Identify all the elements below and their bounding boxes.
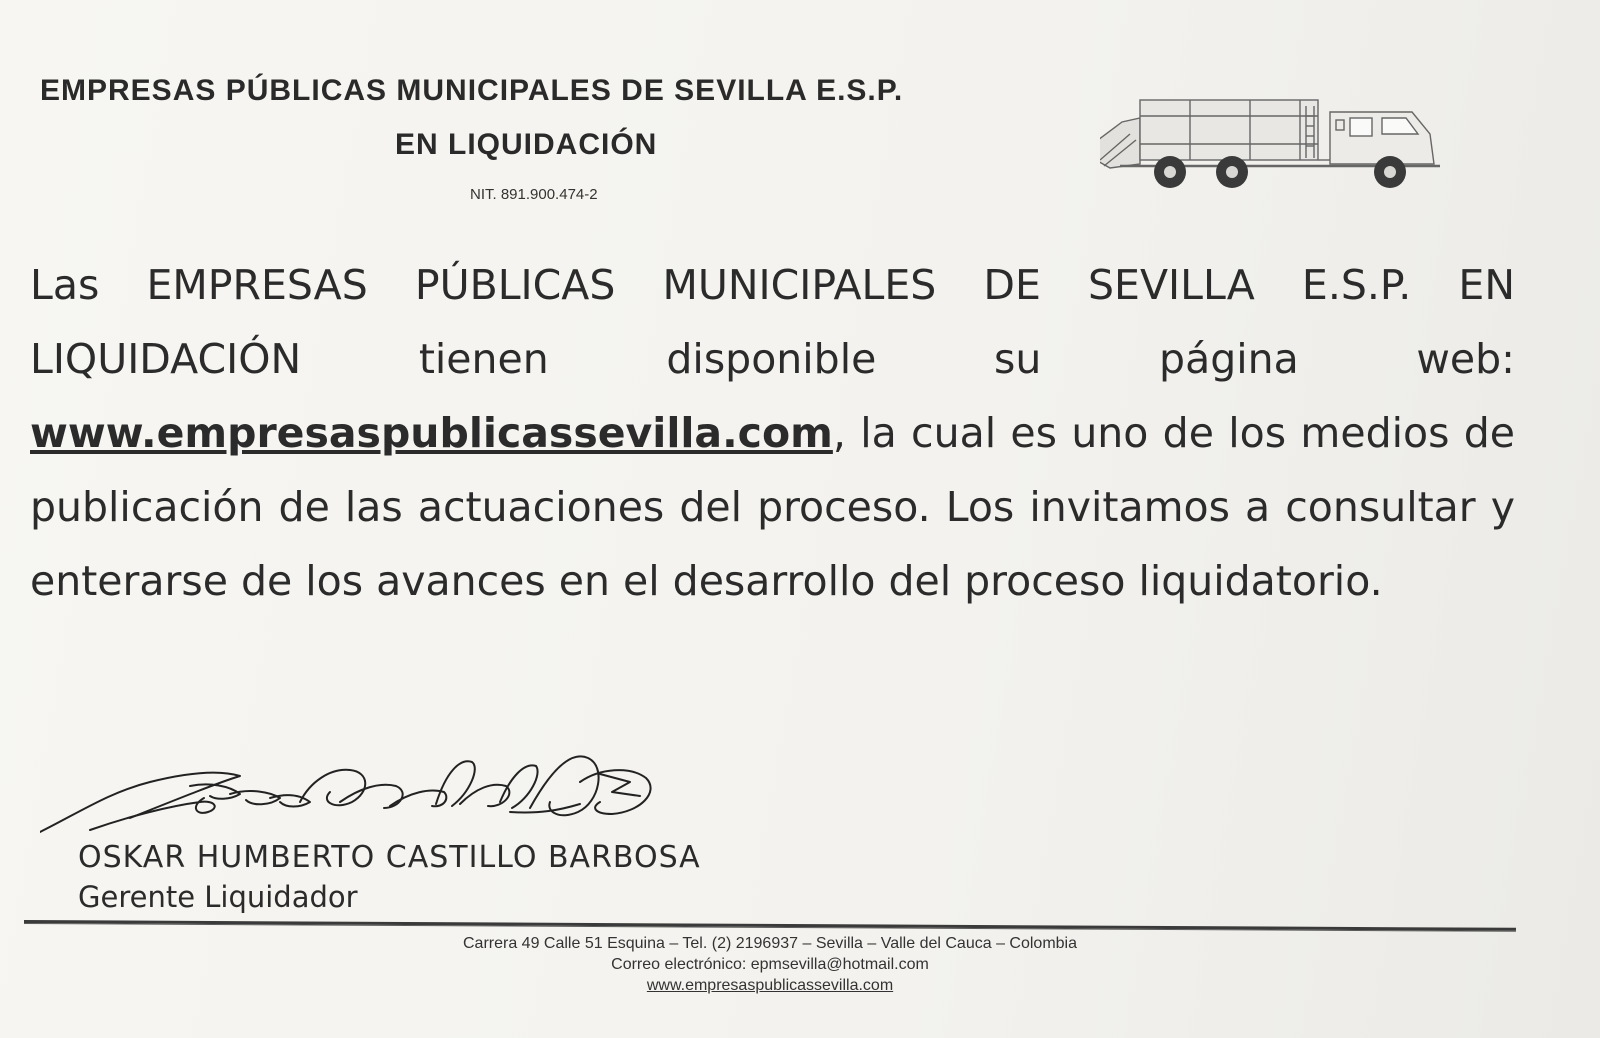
notice-paragraph	[30, 248, 1515, 618]
website-link[interactable]: www.empresaspublicassevilla.com	[30, 409, 833, 457]
footer	[0, 933, 1540, 996]
handwritten-signature	[40, 752, 680, 852]
signer-name: OSKAR HUMBERTO CASTILLO BARBOSA	[78, 840, 701, 875]
organization-name: EMPRESAS PÚBLICAS MUNICIPALES DE SEVILLA E.S.P.	[40, 74, 904, 107]
garbage-truck-logo	[1100, 94, 1470, 194]
footer-website-link[interactable]: www.empresaspublicassevilla.com	[646, 977, 894, 994]
footer-email: Correo electrónico: epmsevilla@hotmail.com	[611, 956, 929, 973]
footer-address: Carrera 49 Calle 51 Esquina – Tel. (2) 2196937 – Sevilla – Valle del Cauca – Colombia	[463, 935, 1077, 952]
notice-text-start: Las EMPRESAS PÚBLICAS MUNICIPALES DE SEVILLA E.S.P. EN LIQUIDACIÓN tienen disponible su página web:	[30, 261, 1515, 383]
tax-id: NIT. 891.900.474-2	[470, 186, 598, 203]
organization-status: EN LIQUIDACIÓN	[395, 128, 658, 161]
signer-role: Gerente Liquidador	[78, 880, 358, 914]
notice-text-end: , la cual es uno de los medios de publicación de las actuaciones del proceso. Los invitamos a consultar y enterarse de los avances en el desarrollo del proceso liquidatorio.	[30, 409, 1515, 605]
footer-divider	[24, 920, 1516, 932]
